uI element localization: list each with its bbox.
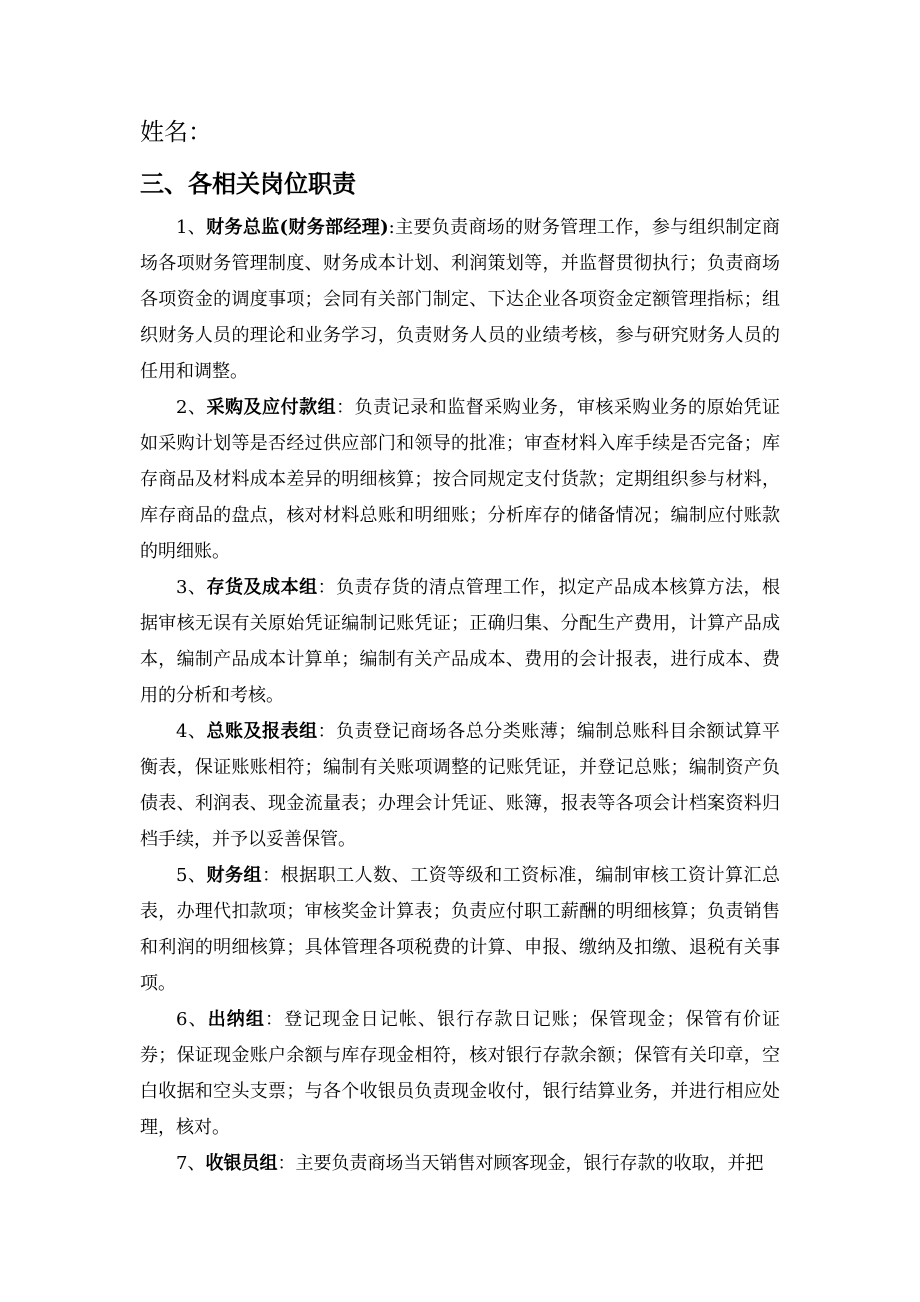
section-heading: 三、各相关岗位职责 bbox=[140, 169, 356, 198]
item-body: ：登记现金日记帐、银行存款日记账；保管现金；保管有价证券；保证现金账户余额与库存现金相符，核对银行存款余额；保管有关印章，空白收据和空头支票；与各个收银员负责现金收付，银行结算业务，并进行相应处理，核对。 bbox=[140, 1009, 781, 1138]
item-index: 2、 bbox=[176, 397, 207, 418]
duty-paragraph-3 bbox=[140, 570, 780, 714]
item-index: 7、 bbox=[176, 1153, 206, 1174]
item-body: ：根据职工人数、工资等级和工资标准，编制审核工资计算汇总表，办理代扣款项；审核奖金计算表；负责应付职工薪酬的明细核算；负责销售和利润的明细核算；具体管理各项税费的计算、申报、缴纳及扣缴、退税有关事项。 bbox=[140, 865, 781, 994]
item-title: 总账及报表组 bbox=[206, 721, 318, 742]
document-page bbox=[140, 112, 780, 1182]
item-index: 6、 bbox=[176, 1009, 208, 1030]
item-index: 3、 bbox=[176, 577, 207, 598]
item-body: ：负责记录和监督采购业务，审核采购业务的原始凭证如采购计划等是否经过供应部门和领导的批准；审查材料入库手续是否完备；库存商品及材料成本差异的明细核算；按合同规定支付货款；定期组织参与材料，库存商品的盘点，核对材料总账和明细账；分析库存的储备情况；编制应付账款的明细账。 bbox=[140, 397, 781, 562]
item-index: 4、 bbox=[176, 721, 207, 742]
name-label: 姓名： bbox=[140, 118, 212, 146]
item-title: 存货及成本组 bbox=[206, 577, 318, 598]
item-body: ：负责存货的清点管理工作，拟定产品成本核算方法，根据审核无误有关原始凭证编制记账凭证；正确归集、分配生产费用，计算产品成本，编制产品成本计算单；编制有关产品成本、费用的会计报表，进行成本、费用的分析和考核。 bbox=[140, 577, 781, 706]
duty-paragraph-1 bbox=[140, 210, 780, 390]
item-title: 财务总监(财务部经理) bbox=[206, 217, 389, 238]
item-title: 收银员组 bbox=[205, 1153, 278, 1174]
item-title: 财务组 bbox=[206, 865, 263, 886]
duty-paragraph-5 bbox=[140, 858, 780, 1002]
item-index: 5、 bbox=[176, 865, 207, 886]
item-index: 1、 bbox=[176, 217, 207, 238]
duty-paragraph-2 bbox=[140, 390, 780, 570]
duty-paragraph-6 bbox=[140, 1002, 780, 1146]
item-title: 采购及应付款组 bbox=[206, 397, 337, 418]
item-body: ：负责登记商场各总分类账薄；编制总账科目余额试算平衡表，保证账账相符；编制有关账项调整的记账凭证，并登记总账；编制资产负债表、利润表、现金流量表；办理会计凭证、账簿，报表等各项会计档案资料归档手续，并予以妥善保管。 bbox=[140, 721, 781, 850]
item-body: :主要负责商场的财务管理工作，参与组织制定商场各项财务管理制度、财务成本计划、利润策划等，并监督贯彻执行；负责商场各项资金的调度事项；会同有关部门制定、下达企业各项资金定额管理指标；组织财务人员的理论和业务学习，负责财务人员的业绩考核，参与研究财务人员的任用和调整。 bbox=[140, 217, 780, 382]
item-body: ：主要负责商场当天销售对顾客现金，银行存款的收取，并把 bbox=[277, 1153, 764, 1174]
duty-paragraph-7 bbox=[140, 1146, 780, 1182]
item-title: 出纳组 bbox=[207, 1009, 266, 1030]
duty-paragraph-4 bbox=[140, 714, 780, 858]
